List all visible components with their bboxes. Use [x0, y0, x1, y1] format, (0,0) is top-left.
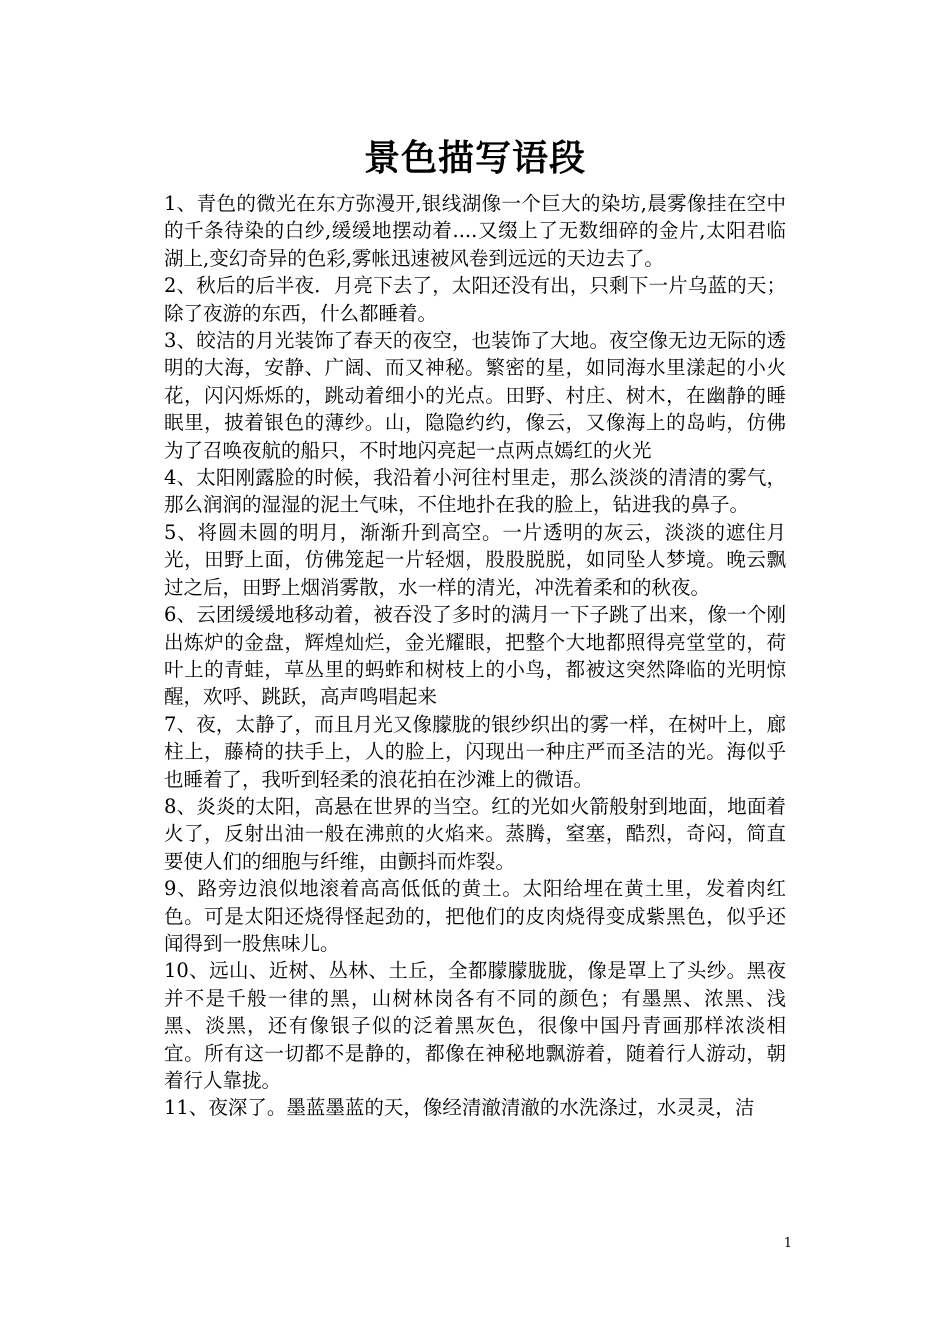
- paragraph-2: 2、秋后的后半夜．月亮下去了，太阳还没有出，只剩下一片乌蓝的天；除了夜游的东西，什么都睡着。: [164, 274, 786, 325]
- paragraph-7: 7、夜，太静了，而且月光又像朦胧的银纱织出的雾一样，在树叶上，廊柱上，藤椅的扶手上，人的脸上，闪现出一种庄严而圣洁的光。海似乎也睡着了，我听到轻柔的浪花拍在沙滩上的微语。: [164, 712, 786, 791]
- paragraph-8: 8、炎炎的太阳，高悬在世界的当空。红的光如火箭般射到地面，地面着火了，反射出油一般在沸煎的火焰来。蒸腾，窒塞，酷烈，奇闷，简直要使人们的细胞与纤维，由颤抖而炸裂。: [164, 794, 786, 873]
- document-body: [164, 190, 786, 1122]
- paragraph-3: 3、皎洁的月光装饰了春天的夜空，也装饰了大地。夜空像无边无际的透明的大海，安静、广阔、而又神秘。繁密的星，如同海水里漾起的小火花，闪闪烁烁的，跳动着细小的光点。田野、村庄、树木，在幽静的睡眠里，披着银色的薄纱。山，隐隐约约，像云，又像海上的岛屿，仿佛为了召唤夜航的船只，不时地闪亮起一点两点嫣红的火光: [164, 329, 786, 462]
- paragraph-4: 4、太阳刚露脸的时候，我沿着小河往村里走，那么淡淡的清清的雾气，那么润润的湿湿的泥土气味，不住地扑在我的脸上，钻进我的鼻子。: [164, 466, 786, 517]
- paragraph-1: 1、青色的微光在东方弥漫开,银线湖像一个巨大的染坊,晨雾像挂在空中的千条待染的白纱,缓缓地摆动着....又缀上了无数细碎的金片,太阳君临湖上,变幻奇异的色彩,雾帐迅速被风卷到远远的天边去了。: [164, 192, 786, 270]
- paragraph-10: 10、远山、近树、丛林、土丘，全都朦朦胧胧，像是罩上了头纱。黑夜并不是千般一律的黑，山树林岗各有不同的颜色；有墨黑、浓黑、浅黑、淡黑，还有像银子似的泛着黑灰色，很像中国丹青画那样浓淡相宜。所有这一切都不是静的，都像在神秘地飘游着，随着行人游动，朝着行人靠拢。: [164, 959, 786, 1092]
- paragraph-11: 11、夜深了。墨蓝墨蓝的天，像经清澈清澈的水洗涤过，水灵灵，洁: [164, 1096, 755, 1120]
- paragraph-5: 5、将圆未圆的明月，渐渐升到高空。一片透明的灰云，淡淡的遮住月光，田野上面，仿佛笼起一片轻烟，股股脱脱，如同坠人梦境。晚云飘过之后，田野上烟消雾散，水一样的清光，冲洗着柔和的秋夜。: [164, 520, 786, 599]
- paragraph-9: 9、路旁边浪似地滚着高高低低的黄土。太阳给埋在黄土里，发着肉红色。可是太阳还烧得怪起劲的，把他们的皮肉烧得变成紫黑色，似乎还闻得到一股焦味儿。: [164, 877, 786, 955]
- page-number: 1: [783, 1236, 792, 1251]
- paragraph-6: 6、云团缓缓地移动着，被吞没了多时的满月一下子跳了出来，像一个刚出炼炉的金盘，辉煌灿烂，金光耀眼，把整个大地都照得亮堂堂的，荷叶上的青蛙，草丛里的蚂蚱和树枝上的小鸟，都被这突然降临的光明惊醒，欢呼、跳跃，高声鸣唱起来: [164, 603, 786, 709]
- page-title: 景色描写语段: [363, 137, 586, 179]
